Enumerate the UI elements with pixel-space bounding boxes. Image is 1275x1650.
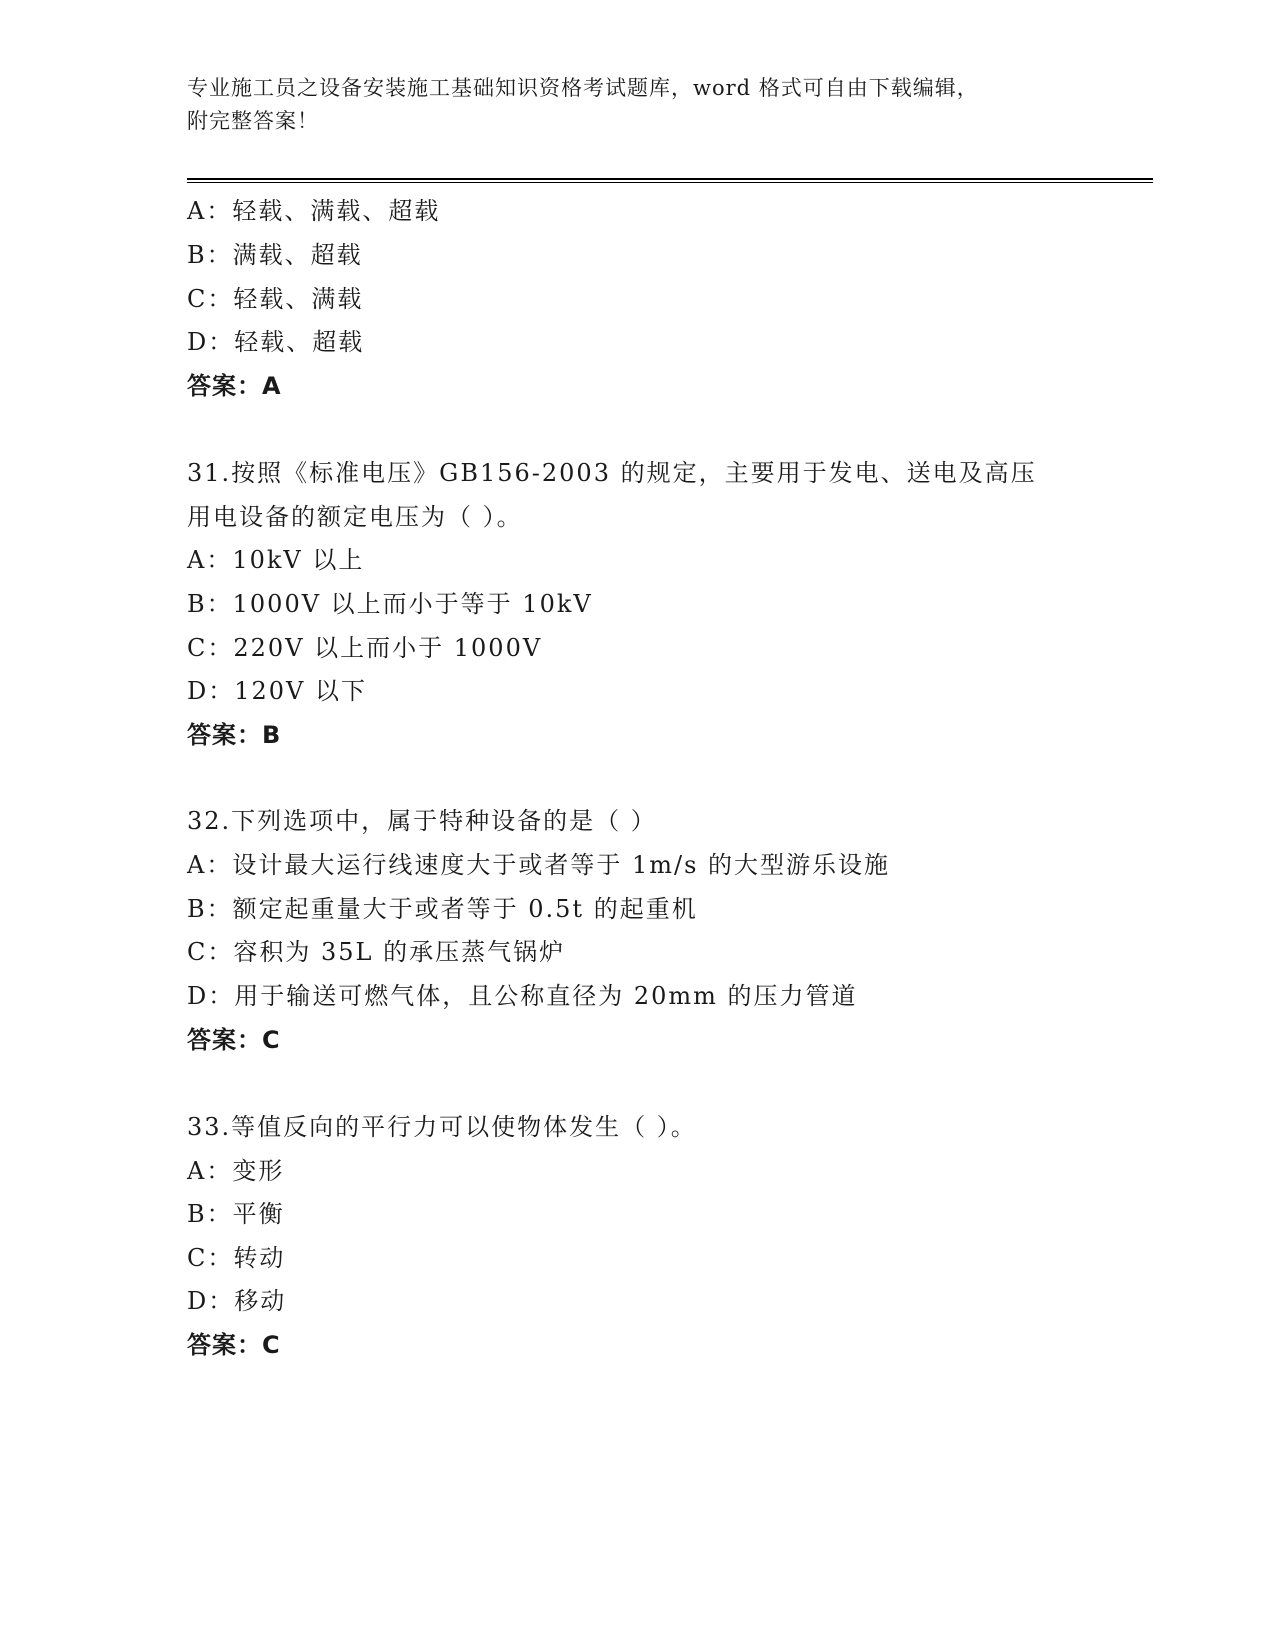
q31-answer: 答案：B [187,721,282,749]
q31-option-d: D：120V 以下 [187,677,368,705]
q31-option-b: B：1000V 以上而小于等于 10kV [187,590,593,618]
q32-answer: 答案：C [187,1026,281,1054]
header-line-2: 附完整答案！ [187,109,319,133]
q33-option-a: A：变形 [187,1157,285,1185]
q33-option-c: C：转动 [187,1244,286,1272]
q32-stem: 32.下列选项中，属于特种设备的是（ ） [187,807,657,835]
header-divider-thin [187,182,1153,183]
q31-stem-line-1: 31.按照《标准电压》GB156-2003 的规定，主要用于发电、送电及高压 [187,459,1037,487]
q31-option-a: A：10kV 以上 [187,546,365,574]
q33-option-b: B：平衡 [187,1200,285,1228]
q33-answer: 答案：C [187,1331,281,1359]
q31-option-c: C：220V 以上而小于 1000V [187,634,543,662]
q32-option-c: C：容积为 35L 的承压蒸气锅炉 [187,938,566,966]
q33-option-d: D：移动 [187,1287,287,1315]
q30-option-a: A：轻载、满载、超载 [187,197,441,225]
q30-option-b: B：满载、超载 [187,241,363,269]
header-line-1: 专业施工员之设备安装施工基础知识资格考试题库，word 格式可自由下载编辑， [187,76,979,100]
q32-option-d: D：用于输送可燃气体，且公称直径为 20mm 的压力管道 [187,982,858,1010]
q33-stem: 33.等值反向的平行力可以使物体发生（ ）。 [187,1113,697,1141]
header-divider-thick [187,178,1153,180]
q32-option-a: A：设计最大运行线速度大于或者等于 1m/s 的大型游乐设施 [187,851,891,879]
q30-option-c: C：轻载、满载 [187,285,364,313]
document-header [187,72,1067,138]
q31-stem-line-2: 用电设备的额定电压为（ ）。 [187,503,523,531]
q30-option-d: D：轻载、超载 [187,328,365,356]
q30-answer: 答案：A [187,372,282,400]
q32-option-b: B：额定起重量大于或者等于 0.5t 的起重机 [187,895,698,923]
